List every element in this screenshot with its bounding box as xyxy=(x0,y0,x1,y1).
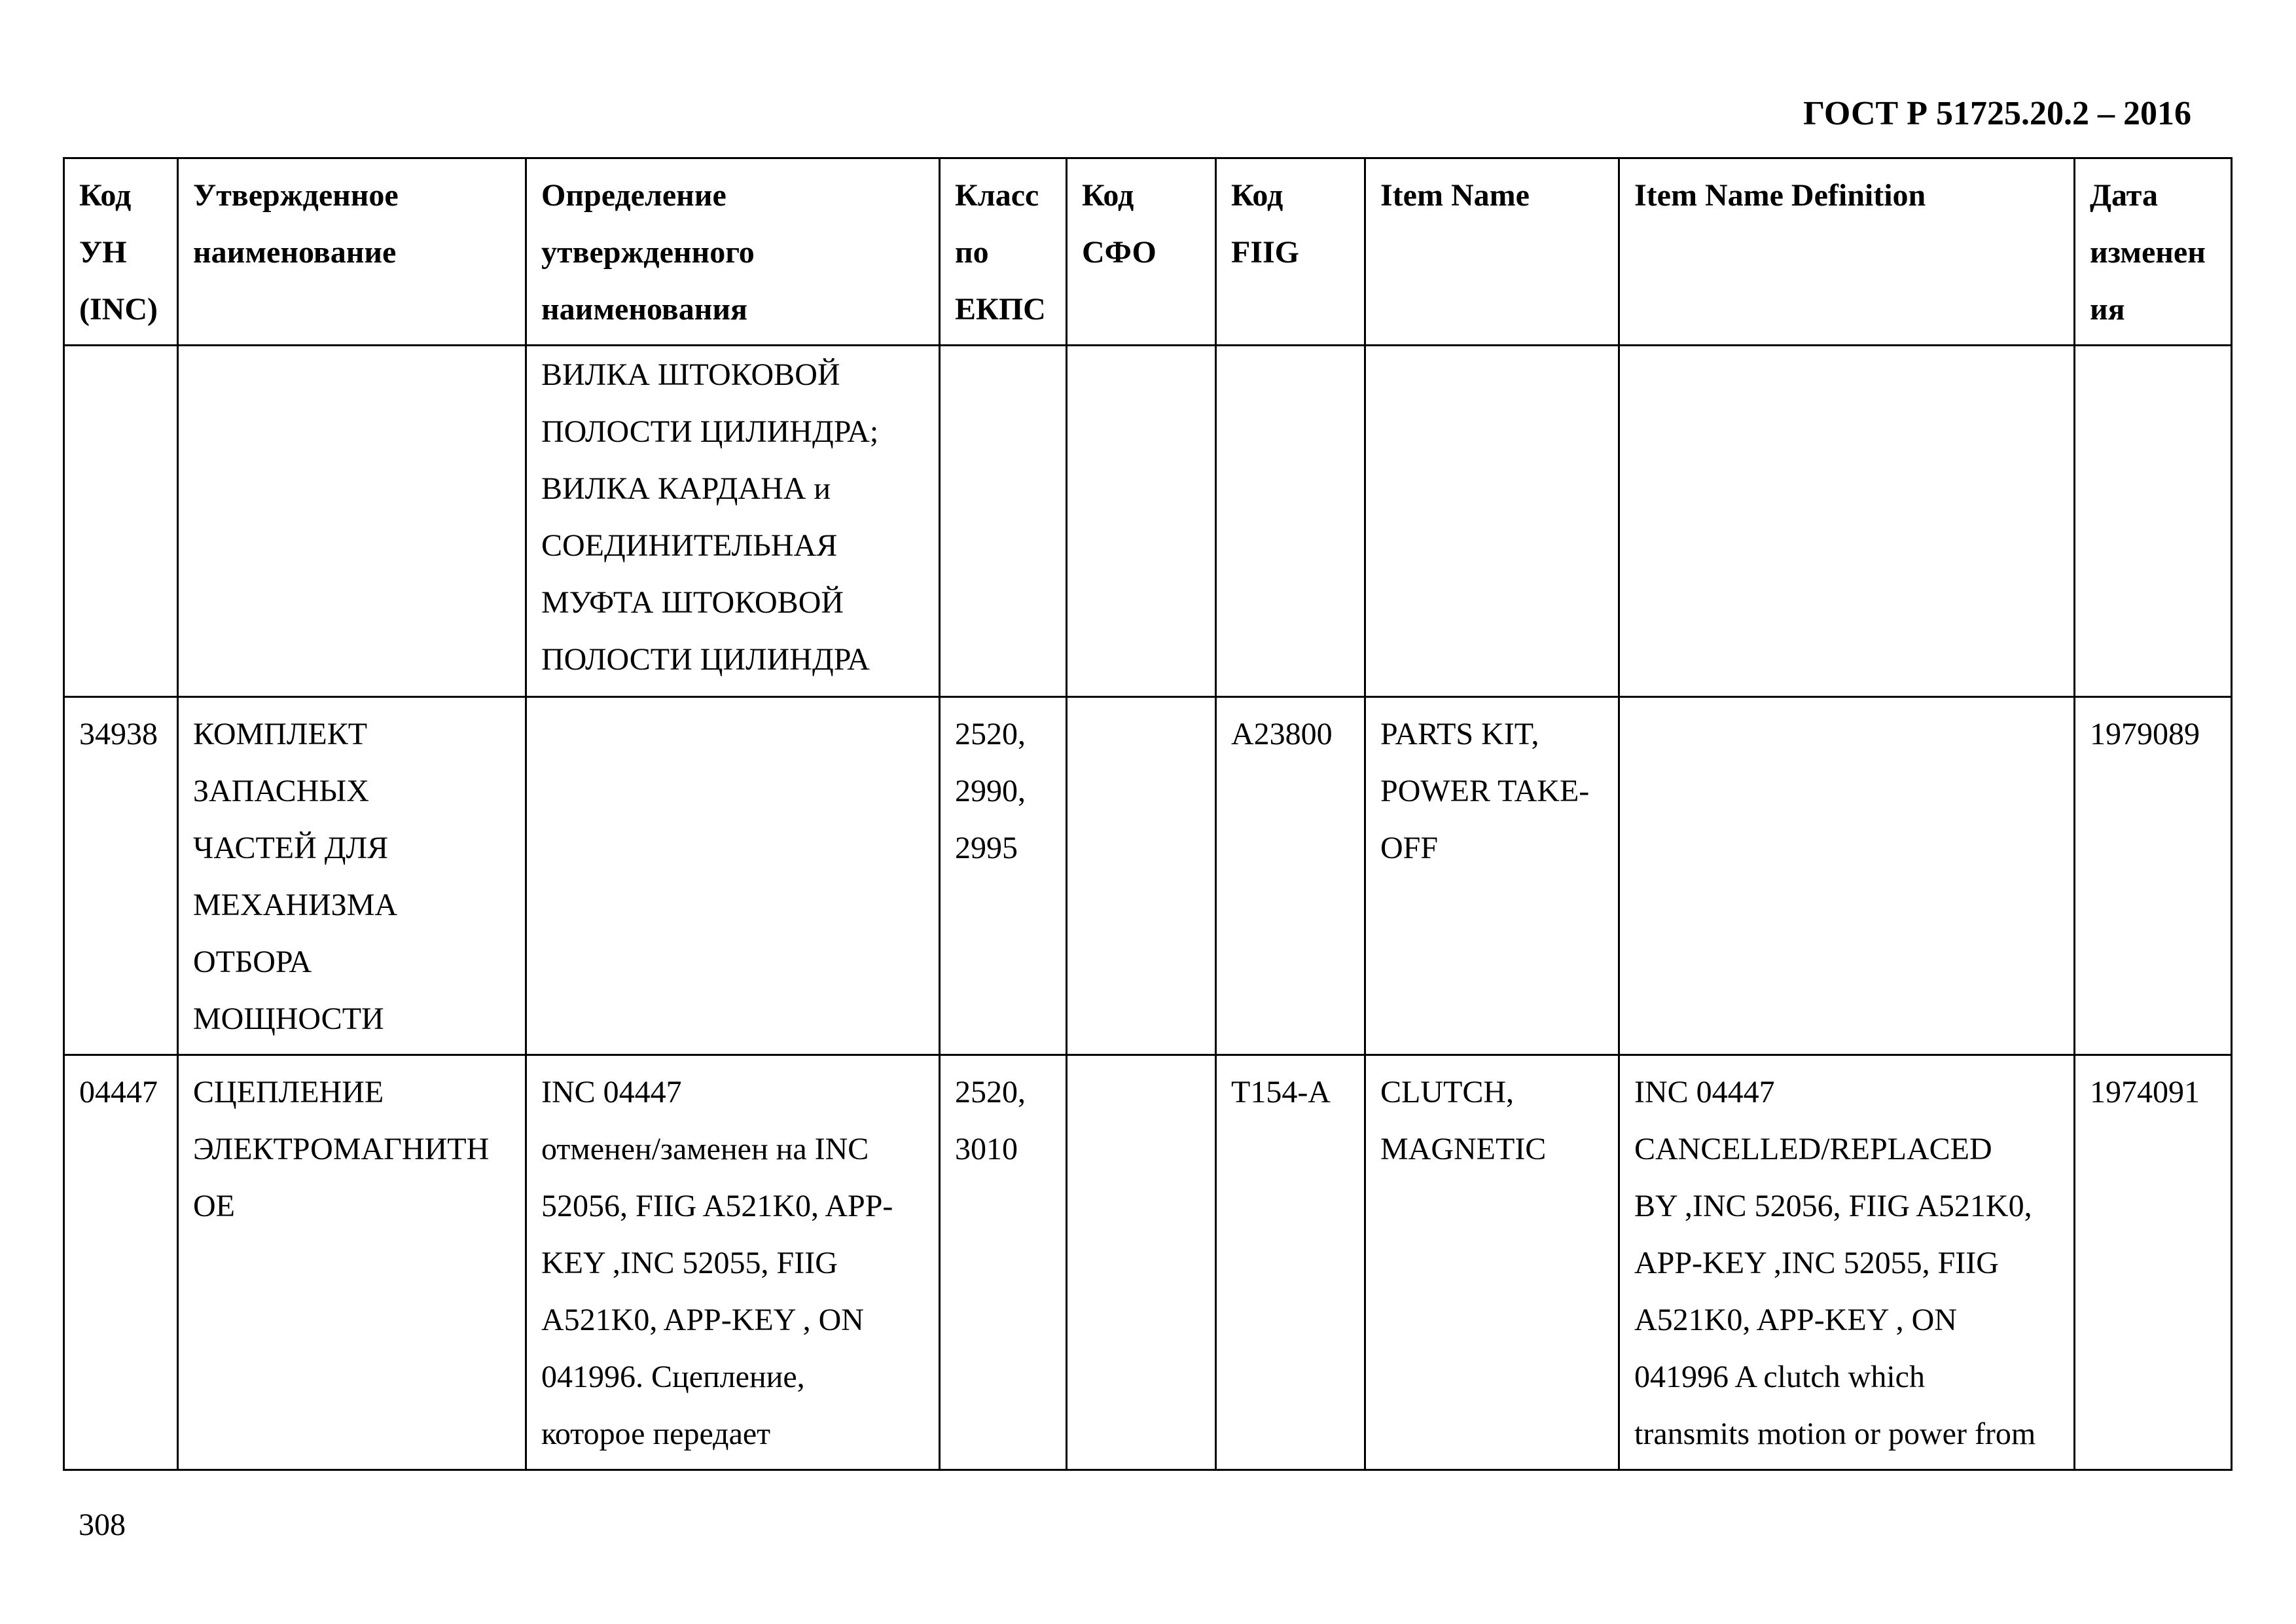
cell-change-date: 1974091 xyxy=(2075,1055,2232,1470)
document-standard-header: ГОСТ Р 51725.20.2 – 2016 xyxy=(1803,95,2191,132)
cell-item-name: CLUTCH, MAGNETIC xyxy=(1365,1055,1619,1470)
cell-fiig xyxy=(1216,346,1365,697)
cell-sfo xyxy=(1067,346,1216,697)
cell-inc: 04447 xyxy=(64,1055,178,1470)
cell-sfo xyxy=(1067,697,1216,1055)
column-header-item-name-definition: Item Name Definition xyxy=(1619,158,2075,346)
cell-class xyxy=(940,346,1067,697)
cell-definition: ВИЛКА ШТОКОВОЙ ПОЛОСТИ ЦИЛИНДРА; ВИЛКА КАРДАНА и СОЕДИНИТЕЛЬНАЯ МУФТА ШТОКОВОЙ ПОЛОСТИ ЦИЛИНДРА xyxy=(526,346,940,697)
column-header-sfo: Код СФО xyxy=(1067,158,1216,346)
cell-item-name xyxy=(1365,346,1619,697)
column-header-change-date: Дата изменен ия xyxy=(2075,158,2232,346)
table-row xyxy=(64,697,2232,1055)
cell-change-date xyxy=(2075,346,2232,697)
classification-table-container xyxy=(63,157,2231,1471)
cell-item-name: PARTS KIT, POWER TAKE- OFF xyxy=(1365,697,1619,1055)
column-header-item-name: Item Name xyxy=(1365,158,1619,346)
cell-inc: 34938 xyxy=(64,697,178,1055)
column-header-fiig: Код FIIG xyxy=(1216,158,1365,346)
column-header-class: Класс по ЕКПС xyxy=(940,158,1067,346)
cell-definition: INC 04447 отменен/заменен на INC 52056, FIIG A521K0, APP- KEY ,INC 52055, FIIG A521K0, APP-KEY , ON 041996. Сцепление, которое передает xyxy=(526,1055,940,1470)
cell-approved-name: СЦЕПЛЕНИЕ ЭЛЕКТРОМАГНИТН ОЕ xyxy=(178,1055,526,1470)
cell-fiig: A23800 xyxy=(1216,697,1365,1055)
table-row xyxy=(64,1055,2232,1470)
cell-fiig: T154-A xyxy=(1216,1055,1365,1470)
cell-class: 2520, 3010 xyxy=(940,1055,1067,1470)
page-number: 308 xyxy=(79,1507,126,1542)
cell-sfo xyxy=(1067,1055,1216,1470)
cell-item-name-definition: INC 04447 CANCELLED/REPLACED BY ,INC 52056, FIIG A521K0, APP-KEY ,INC 52055, FIIG A521K0, APP-KEY , ON 041996 A clutch which transmits motion or power from xyxy=(1619,1055,2075,1470)
cell-class: 2520, 2990, 2995 xyxy=(940,697,1067,1055)
column-header-definition: Определение утвержденного наименования xyxy=(526,158,940,346)
cell-item-name-definition xyxy=(1619,346,2075,697)
table-header-row xyxy=(64,158,2232,346)
cell-approved-name: КОМПЛЕКТ ЗАПАСНЫХ ЧАСТЕЙ ДЛЯ МЕХАНИЗМА ОТБОРА МОЩНОСТИ xyxy=(178,697,526,1055)
cell-inc xyxy=(64,346,178,697)
cell-change-date: 1979089 xyxy=(2075,697,2232,1055)
column-header-approved-name: Утвержденное наименование xyxy=(178,158,526,346)
cell-definition xyxy=(526,697,940,1055)
table-row xyxy=(64,346,2232,697)
cell-item-name-definition xyxy=(1619,697,2075,1055)
classification-table xyxy=(63,157,2233,1471)
cell-approved-name xyxy=(178,346,526,697)
column-header-inc: Код УН (INC) xyxy=(64,158,178,346)
